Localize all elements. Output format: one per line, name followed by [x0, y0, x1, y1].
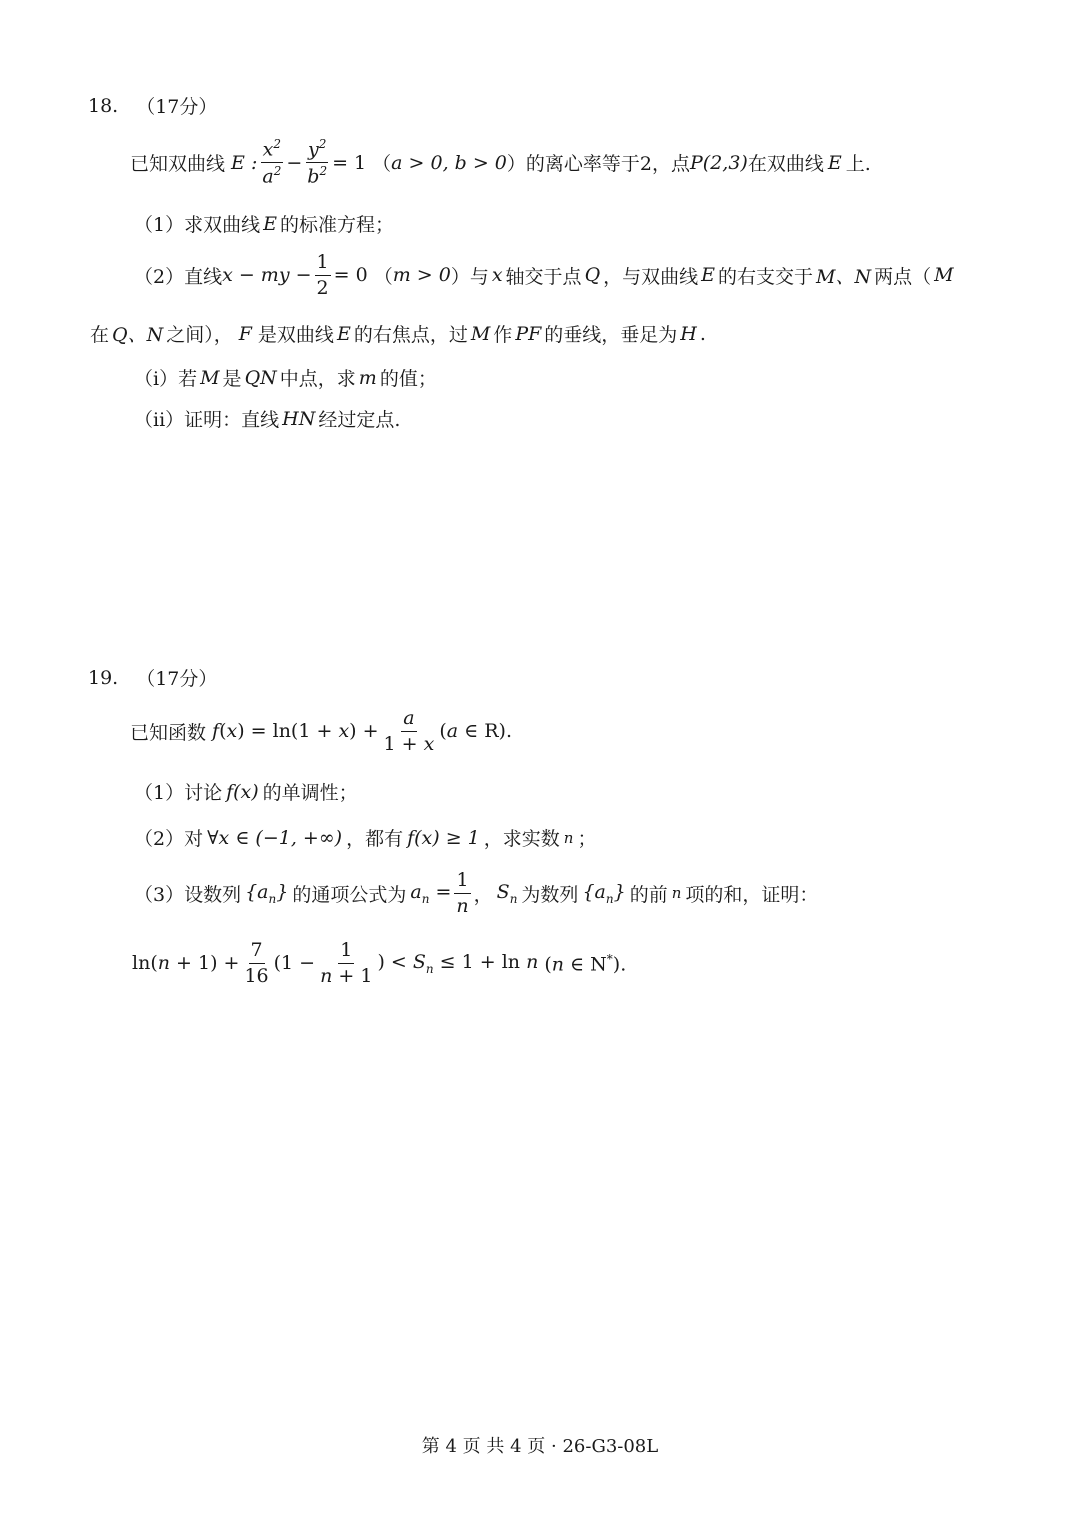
q19-part2 [134, 824, 596, 851]
q19-frac-7-16: $\frac{7}{16}$ [244, 939, 269, 987]
q18-part2b-end: . [699, 322, 706, 345]
q18-pii-c: 经过定点. [318, 409, 401, 431]
q18-part2-Q: Q [584, 264, 601, 287]
q19-p2-a: （2）对 [134, 828, 204, 850]
q19-ineq-mid: ) < $S_n \le 1 + \ln n$ [377, 950, 539, 976]
q18-part2-j: 的右支交于 [718, 265, 814, 288]
q19-frac-1-n1: $\frac{1}{n + 1}$ [320, 939, 373, 987]
q19-p2-c: ，都有 [346, 828, 404, 850]
q18-E: E [827, 151, 842, 174]
q18-eccentricity-text: ）的离心率等于 [506, 153, 640, 176]
q19-p3-seq2: $\{a_n\}$ [582, 880, 626, 906]
page-footer: 第 4 页 共 4 页 · 26-G3-08L [421, 1436, 659, 1457]
q18-part1-c: 的标准方程； [279, 214, 394, 236]
q18-part2-cond: m > 0 [392, 264, 451, 287]
q19-p3-Sn: $S_n$ [496, 880, 518, 906]
q18-part2b-E: E [336, 322, 351, 345]
q18-intro-text: 已知双曲线 [130, 153, 226, 176]
q18-number: 18. [88, 94, 119, 117]
q18-pi-a: （i）若 [134, 368, 198, 390]
q18-frac-half: $\frac{1}{2}$ [316, 251, 329, 299]
q18-pi-g: 的值； [379, 368, 437, 390]
q19-intro-a: 已知函数 [130, 721, 207, 744]
q18-part2-d: ）与 [450, 265, 489, 288]
q19-number: 19. [88, 666, 119, 689]
q18-part2-M: M [934, 264, 954, 287]
q19-p3-d: 的通项公式为 [292, 883, 407, 906]
q18-pi-m: m [358, 366, 377, 389]
q19-p3-n: n [671, 884, 682, 903]
q18-part2b-i: 作 [493, 324, 513, 346]
q18-frac-x: $\frac{x^2}{a^2}$ [262, 137, 282, 188]
q18-part2b-a: 在 [90, 324, 110, 346]
q18-part2-MN: M、N [816, 265, 872, 288]
q18-eccentricity-value: 2，点 [639, 153, 691, 176]
q18-pii-HN: HN [282, 407, 316, 430]
q19-p3-i: 的前 [629, 883, 668, 906]
q18-part2-l: 两点（ [874, 265, 932, 288]
q18-on-curve-text: 在双曲线 [747, 153, 824, 176]
q19-p3-seq: $\{a_n\}$ [245, 880, 289, 906]
q18-intro: 已知双曲线 E : $\frac{x^2}{a^2}$ − $\frac{y^2}{b^2}$ = 1 （ a > 0, b > 0 ）的离心率等于 2，点 P(2,3) 在双曲线 E 上. [130, 137, 871, 188]
q19-p2-g: ； [577, 828, 597, 850]
q18-part2-E: E [701, 264, 716, 287]
q18-part2b-PF: PF [515, 322, 542, 345]
q18-part-i [134, 364, 437, 391]
q19-header [88, 664, 217, 691]
q18-part2-f: 轴交于点 [505, 265, 582, 288]
q18-pi-c: 是 [222, 368, 242, 390]
q18-condition: a > 0, b > 0 [391, 151, 507, 174]
q18-header [88, 92, 217, 119]
q19-function: f [212, 720, 220, 743]
q18-part2b-g: 的右焦点，过 [353, 324, 468, 346]
q19-intro: 已知函数 f (x) = ln(1 + x) + $\frac{a}{1 + x}$ (a ∈ R) . [130, 707, 513, 755]
q19-p2-e: ，求实数 [483, 828, 560, 850]
q18-part1-a: （1）求双曲线 [134, 214, 261, 236]
q19-inequality: ln(n + 1) + $\frac{7}{16}$ (1 − $\frac{1}{n + 1}$ ) < $S_n \le 1 + \ln n$ (n ∈ N*). [132, 939, 627, 987]
q19-p3-a: （3）设数列 [134, 883, 242, 906]
q19-p3-an: $a_n$ = [410, 880, 452, 906]
q19-ineq-domain: (n ∈ N*). [544, 951, 627, 976]
q18-part2b-QN: Q、N [112, 324, 164, 346]
q19-p1-a: （1）讨论 [134, 782, 223, 804]
q18-part2b-M: M [470, 322, 491, 345]
q18-frac-y: $\frac{y^2}{b^2}$ [307, 137, 328, 188]
q19-p1-c: 的单调性； [262, 782, 358, 804]
q19-p3-k: 项的和，证明： [685, 883, 819, 906]
q19-p2-domain: ∀x ∈ (−1, +∞) [207, 826, 343, 849]
q18-pi-M: M [200, 366, 220, 389]
q18-point-P: P(2,3) [690, 151, 748, 174]
q18-part2: （2）直线 x − my − $\frac{1}{2}$ = 0 （ m > 0 ）与 x 轴交于点 Q ，与双曲线 E 的右支交于 M、N 两点（ M [134, 251, 954, 299]
q18-part2b-e: 是双曲线 [257, 324, 334, 346]
q18-part1 [134, 210, 394, 237]
q18-pii-a: （ii）证明：直线 [134, 409, 280, 431]
q18-line-eq: x − my − [222, 264, 312, 287]
q19-p3-f: ， [473, 883, 493, 906]
q18-paren-open: （ [372, 153, 392, 176]
q19-score: （17分） [136, 668, 218, 690]
q18-part-ii [134, 405, 400, 432]
q18-part1-E: E [263, 212, 277, 235]
q19-part1 [134, 778, 358, 805]
q18-part2-a: （2）直线 [134, 265, 223, 288]
q18-part2-cont [90, 320, 706, 347]
q18-part2b-F: F [238, 322, 252, 345]
q18-part2b-k: 的垂线，垂足为 [544, 324, 678, 346]
q18-end: 上. [845, 153, 871, 176]
q19-frac-1n: $\frac{1}{n}$ [456, 869, 469, 917]
q18-part2b-H: H [680, 322, 697, 345]
q18-score: （17分） [136, 96, 218, 118]
q18-part2-b: （ [373, 265, 393, 288]
q18-pi-e: 中点，求 [279, 368, 356, 390]
q19-intro-end: . [505, 720, 513, 743]
q19-p2-ineq: f(x) ≥ 1 [407, 826, 480, 849]
q19-ineq-left: ln(n + 1) + [132, 952, 240, 975]
q18-E-formula: E : [225, 151, 258, 174]
q19-part3 [134, 870, 818, 917]
q18-pi-QN: QN [244, 366, 277, 389]
q18-part2-x: x [491, 264, 503, 287]
q18-part2b-c: 之间）， [166, 324, 233, 346]
q19-p3-h: 为数列 [521, 883, 579, 906]
q19-p1-fx: f(x) [226, 780, 259, 803]
q19-frac-a: $\frac{a}{1 + x}$ [383, 707, 435, 755]
q19-p2-n: n [563, 828, 574, 847]
q18-part2-h: ，与双曲线 [603, 265, 699, 288]
